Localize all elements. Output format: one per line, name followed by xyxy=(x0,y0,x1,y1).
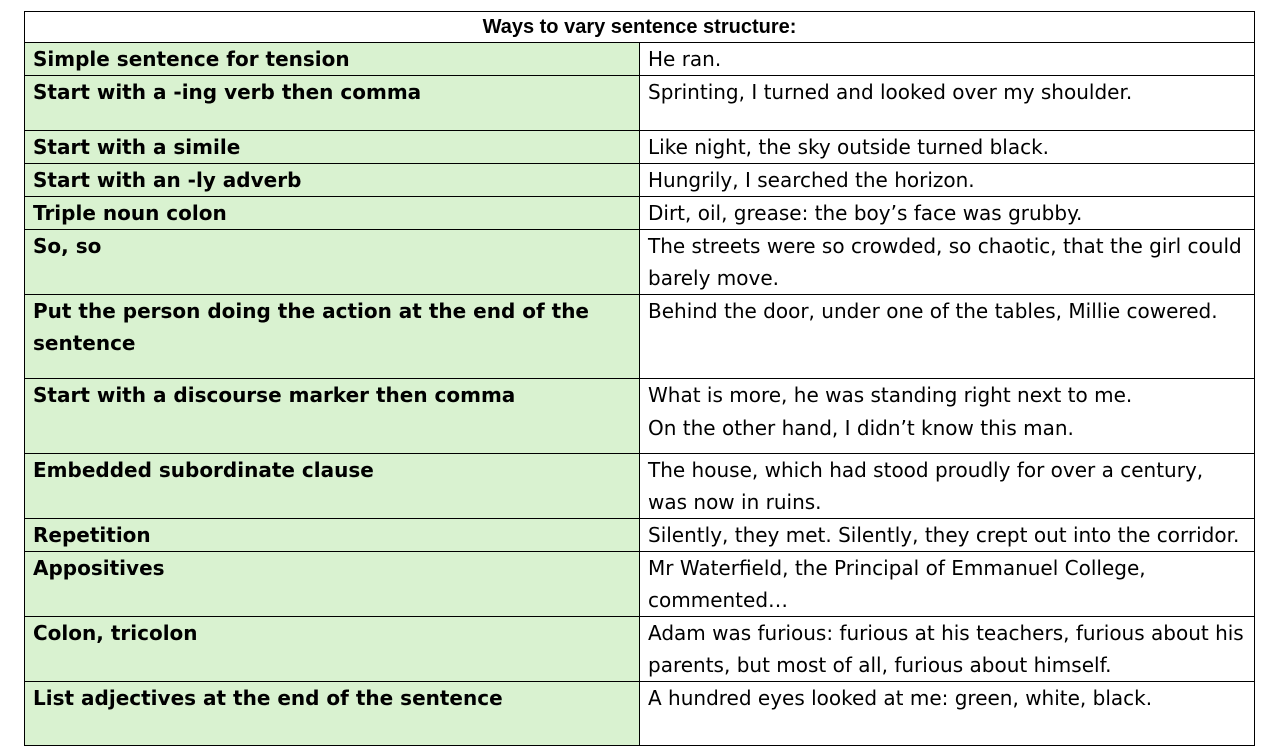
example-text: Like night, the sky outside turned black. xyxy=(648,135,1050,159)
table-row xyxy=(25,454,1255,519)
table-row xyxy=(25,519,1255,552)
technique-cell: Embedded subordinate clause xyxy=(25,454,640,519)
example-cell xyxy=(640,43,1255,76)
example-text: Behind the door, under one of the tables, Millie cowered. xyxy=(648,299,1218,323)
sentence-structure-table xyxy=(24,11,1255,746)
technique-cell: Put the person doing the action at the end of the sentence xyxy=(25,295,640,379)
example-cell xyxy=(640,76,1255,131)
example-text: On the other hand, I didn’t know this man. xyxy=(648,416,1074,440)
example-cell xyxy=(640,454,1255,519)
technique-cell: Start with a simile xyxy=(25,131,640,164)
technique-cell: Simple sentence for tension xyxy=(25,43,640,76)
technique-cell: So, so xyxy=(25,230,640,295)
example-cell xyxy=(640,197,1255,230)
table-row xyxy=(25,617,1255,682)
example-text: Dirt, oil, grease: the boy’s face was grubby. xyxy=(648,201,1083,225)
table-row xyxy=(25,76,1255,131)
technique-cell: Repetition xyxy=(25,519,640,552)
example-text: Sprinting, I turned and looked over my shoulder. xyxy=(648,80,1133,104)
example-text: Adam was furious: furious at his teachers, furious about his parents, but most of all, furious about himself. xyxy=(648,621,1244,677)
table-row xyxy=(25,164,1255,197)
technique-cell: List adjectives at the end of the sentence xyxy=(25,682,640,746)
example-text: A hundred eyes looked at me: green, white, black. xyxy=(648,686,1153,710)
example-cell xyxy=(640,617,1255,682)
technique-cell: Start with a -ing verb then comma xyxy=(25,76,640,131)
example-cell xyxy=(640,164,1255,197)
table-row xyxy=(25,379,1255,454)
example-text: The streets were so crowded, so chaotic, that the girl could barely move. xyxy=(648,234,1242,290)
table-row xyxy=(25,295,1255,379)
example-cell xyxy=(640,230,1255,295)
example-text: He ran. xyxy=(648,47,722,71)
example-cell xyxy=(640,682,1255,746)
table-row xyxy=(25,197,1255,230)
table-row xyxy=(25,230,1255,295)
example-text: Silently, they met. Silently, they crept out into the corridor. xyxy=(648,523,1240,547)
example-cell xyxy=(640,379,1255,454)
table-header-row xyxy=(25,12,1255,43)
technique-cell: Colon, tricolon xyxy=(25,617,640,682)
table-row xyxy=(25,552,1255,617)
technique-cell: Triple noun colon xyxy=(25,197,640,230)
example-text: Mr Waterfield, the Principal of Emmanuel College, commented… xyxy=(648,556,1146,612)
table-title: Ways to vary sentence structure: xyxy=(25,12,1255,43)
table-row xyxy=(25,43,1255,76)
example-text: The house, which had stood proudly for over a century, was now in ruins. xyxy=(648,458,1204,514)
technique-cell: Appositives xyxy=(25,552,640,617)
example-cell xyxy=(640,295,1255,379)
example-cell xyxy=(640,131,1255,164)
table-row xyxy=(25,131,1255,164)
technique-cell: Start with an -ly adverb xyxy=(25,164,640,197)
example-text: Hungrily, I searched the horizon. xyxy=(648,168,975,192)
example-cell xyxy=(640,519,1255,552)
example-text: What is more, he was standing right next to me. xyxy=(648,383,1133,407)
example-cell xyxy=(640,552,1255,617)
technique-cell: Start with a discourse marker then comma xyxy=(25,379,640,454)
table-row xyxy=(25,682,1255,746)
